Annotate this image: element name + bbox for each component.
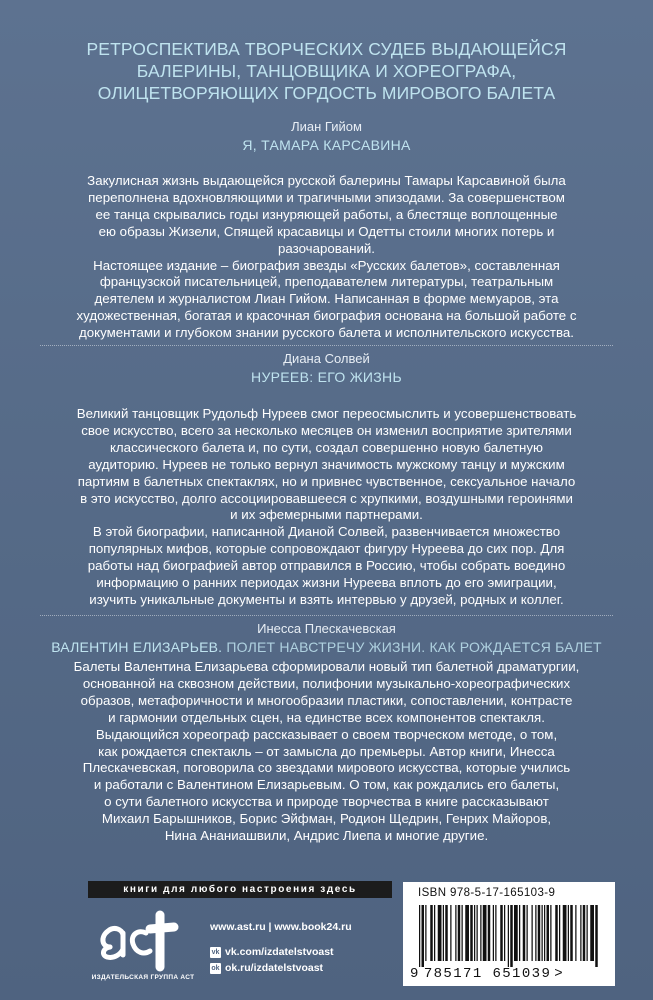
slogan-banner: книги для любого настроения здесь — [88, 881, 392, 898]
description-line: художественная, богатая и красочная биография основана на большой работе с — [76, 308, 577, 324]
description-line: деятелем и журналистом Лиан Гийом. Написанная в форме мемуаров, эта — [94, 291, 559, 307]
description-line: аудиторию. Нуреев не только вернул значимость мужскому танцу и мужским — [88, 456, 565, 472]
barcode-bar — [532, 905, 533, 961]
social-link-text: ok.ru/izdatelstvoast — [225, 962, 324, 974]
barcode-bar — [455, 905, 456, 961]
barcode-bar — [474, 905, 475, 961]
description-line: Закулисная жизнь выдающейся русской балерины Тамары Карсавиной была — [87, 173, 566, 188]
barcode-tail: > — [554, 966, 565, 982]
description-line: Михаил Барышников, Борис Эйфман, Родион Щедрин, Генрих Майоров, — [101, 811, 552, 827]
barcode-lead-digit: 9 — [410, 966, 420, 982]
headline-line: ОЛИЦЕТВОРЯЮЩИХ ГОРДОСТЬ МИРОВОГО БАЛЕТА — [97, 83, 556, 103]
description-line: Выдающийся хореограф рассказывает о своем творческом методе, о том, — [95, 726, 558, 742]
barcode-bar — [465, 905, 469, 961]
description-line: ее танца скрывались годы изнуряющей работы, а блестяще воплощенные — [95, 206, 558, 222]
barcode-bar — [587, 905, 588, 961]
barcode-icon — [417, 905, 601, 967]
website-links[interactable]: www.ast.ru | www.book24.ru — [210, 921, 352, 933]
description-line: образов, метафоричности и многообразии пластики, сопоставлении, контрасте — [80, 692, 573, 708]
description-line: свое искусство, всего за несколько месяцев он изменил восприятие зрителями — [81, 422, 572, 438]
description-line: основанной на сквозном действии, полифонии музыкально-хореографических — [82, 675, 571, 691]
vk-icon: vk — [211, 948, 220, 956]
barcode-number — [410, 966, 564, 982]
barcode-bar — [583, 905, 586, 961]
barcode-panel — [403, 882, 615, 986]
social-link-text: vk.com/izdatelstvoast — [225, 946, 334, 958]
barcode-bar — [535, 905, 536, 961]
barcode-bar — [480, 905, 481, 961]
barcode-bar — [595, 905, 598, 967]
barcode-bar — [590, 905, 594, 961]
description-line: как рождается спектакль – от замысла до премьеры. Автор книги, Инесса — [98, 743, 555, 759]
barcode-bar — [450, 905, 451, 961]
book-nureyev — [40, 350, 613, 609]
barcode-bar — [504, 905, 505, 961]
barcode-bar — [523, 905, 526, 961]
book-elizariev — [40, 620, 613, 845]
barcode-bar — [422, 905, 425, 967]
description-line: документами и глубоком знании русского балета и исполнительского искусства. — [79, 325, 574, 341]
description-line: изучить уникальные документы и взять интервью у друзей, родных и коллег. — [89, 591, 564, 607]
barcode-bar — [438, 905, 442, 961]
book-title-sub: ПОЛЕТ НАВСТРЕЧУ ЖИЗНИ. КАК РОЖДАЕТСЯ БАЛЕТ — [226, 639, 602, 655]
barcode-bar — [519, 905, 520, 961]
barcode-bar — [508, 905, 509, 967]
barcode-bar — [493, 905, 494, 961]
book-author: Диана Солвей — [283, 351, 370, 366]
barcode-bar — [555, 905, 558, 961]
description-line: Балеты Валентина Елизарьева сформировали новый тип балетной драматургии, — [73, 659, 580, 674]
description-line: переполнена вдохновляющими и трагичными эпизодами. За совершенством — [88, 189, 565, 205]
barcode-bar — [544, 905, 545, 961]
isbn-label: ISBN 978-5-17-165103-9 — [418, 887, 556, 899]
barcode-bar — [568, 905, 569, 961]
social-link-vk[interactable] — [210, 944, 334, 960]
description-line: французской писательницей, преподавателем литературы, театральным — [99, 274, 554, 290]
book-title-main: ВАЛЕНТИН ЕЛИЗАРЬЕВ. — [51, 639, 223, 655]
publisher-caption: ИЗДАТЕЛЬСКАЯ ГРУППА АСТ — [91, 974, 195, 981]
barcode-bar — [477, 905, 478, 961]
social-links — [210, 944, 334, 976]
description-line: популярных мифов, которые сопровождают фигуру Нуреева до сих пор. Для — [88, 541, 565, 557]
description-line: партиям в балетных спектаклях, но и привнес чувственное, сексуальное начало — [77, 473, 576, 489]
barcode-bar — [462, 905, 463, 961]
barcode-bar — [580, 905, 581, 961]
barcode-bar — [547, 905, 550, 961]
description-line: В этой биографии, написанной Дианой Солвей, развенчивается множество — [92, 524, 561, 540]
barcode-bar — [434, 905, 435, 961]
barcode-bar — [514, 905, 518, 961]
barcode-bar — [500, 905, 503, 961]
barcode-left-digits: 785171 — [423, 966, 483, 982]
headline-line: РЕТРОСПЕКТИВА ТВОРЧЕСКИХ СУДЕБ ВЫДАЮЩЕЙСЯ — [86, 39, 567, 59]
barcode-bar — [527, 905, 528, 961]
book-author: Инесса Плескачевская — [257, 621, 396, 636]
barcode-bar — [550, 905, 551, 961]
book-description — [40, 659, 613, 845]
book-title: НУРЕЕВ: ЕГО ЖИЗНЬ — [251, 369, 402, 385]
description-line: и работали с Валентином Елизарьевым. О том, как рождались его балеты, — [93, 777, 560, 793]
headline-line: БАЛЕРИНЫ, ТАНЦОВЩИКА И ХОРЕОГРАФА, — [136, 61, 517, 81]
barcode-bar — [559, 905, 560, 961]
description-line: Настоящее издание – биография звезды «Русских балетов», составленная — [93, 257, 560, 273]
description-line: Плескачевская, поговорила со звездами мирового искусства, которые учились — [82, 760, 571, 776]
description-line: и их эфемерными партнерами. — [230, 507, 423, 523]
book-karsavina — [40, 118, 613, 342]
barcode-bar — [419, 905, 420, 967]
barcode-bar — [443, 905, 444, 961]
barcode-bar — [483, 905, 487, 961]
book-description — [40, 173, 613, 342]
separator — [40, 615, 613, 616]
social-link-ok[interactable] — [210, 960, 334, 976]
barcode-bar — [563, 905, 567, 961]
description-line: работы над биографией автор отправился в Россию, чтобы собрать воедино — [87, 558, 566, 574]
barcode-bar — [458, 905, 461, 961]
barcode-bar — [510, 905, 513, 967]
description-line: и гармонии отдельных сцен, на единстве всех компонентов спектакля. — [108, 709, 545, 725]
book-author: Лиан Гийом — [291, 119, 362, 134]
barcode-bar — [538, 905, 541, 961]
barcode-bar — [495, 905, 496, 961]
description-line: Великий танцовщик Рудольф Нуреев смог переосмыслить и усовершенствовать — [76, 406, 577, 421]
barcode-bar — [488, 905, 491, 961]
description-line: ею образы Жизели, Спящей красавицы и Одетты стоили многих потерь и — [98, 223, 555, 239]
book-title — [40, 638, 613, 656]
barcode-bar — [425, 905, 426, 961]
description-line: разочарований. — [277, 240, 375, 256]
description-line: классического балета и, по сути, создал совершенно новую балетную — [109, 439, 544, 455]
book-title: Я, ТАМАРА КАРСАВИНА — [242, 137, 411, 153]
description-line: информацию о ранних периодах жизни Нуреева вплоть до его эмиграции, — [96, 575, 557, 591]
ast-logo-icon — [88, 907, 198, 973]
description-line: в это искусство, долго ассоциировавшееся с хрупкими, воздушными героинями — [80, 490, 573, 506]
book-description — [40, 406, 613, 609]
separator — [40, 345, 613, 346]
barcode-bar — [470, 905, 473, 961]
description-line: Нина Ананиашвили, Андрис Лиепа и многие другие. — [164, 828, 489, 844]
barcode-right-digits: 651039 — [492, 966, 552, 982]
description-line: о сути балетного искусства и природе творчества в книге рассказывают — [104, 794, 549, 810]
ok-icon: ok — [211, 964, 220, 972]
barcode-bar — [430, 905, 433, 961]
headline — [40, 38, 613, 104]
barcode-bar — [445, 905, 448, 961]
barcode-bar — [570, 905, 573, 961]
barcode-bar — [542, 905, 543, 961]
barcode-bar — [575, 905, 576, 961]
ast-logo — [88, 907, 198, 989]
